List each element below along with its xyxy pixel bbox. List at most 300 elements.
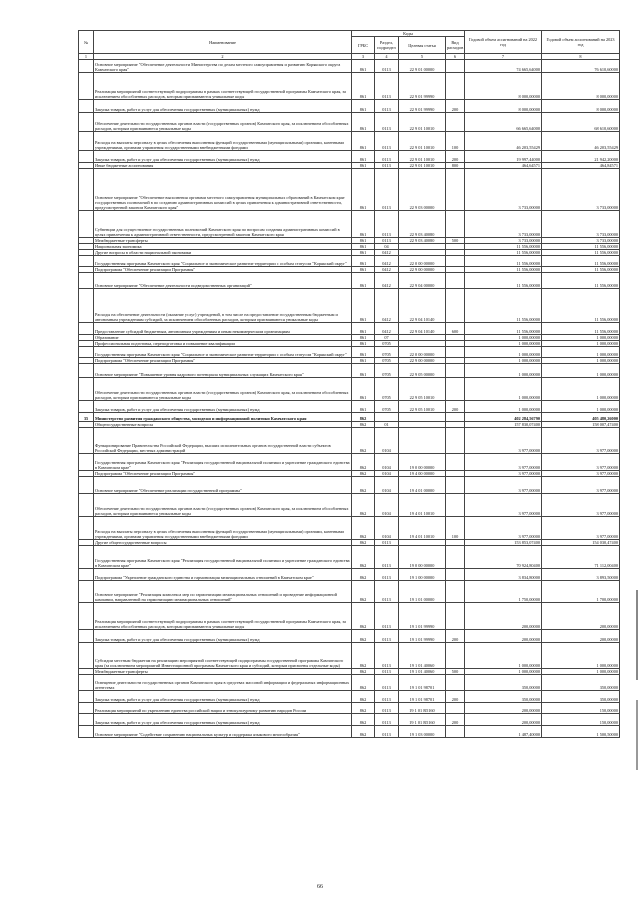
row-amount-2023: 158 007,47400 (542, 422, 620, 428)
row-name: Обеспечение деятельности государственных органов власти (государственных органов) Камчатского края, за исключением обособленных расходов, которым присваиваются уникальные коды (94, 113, 352, 132)
row-grbs: 861 (352, 151, 375, 163)
row-number (79, 151, 94, 163)
row-amount-2023: 3 977,00000 (542, 471, 620, 477)
row-expense-type: 500 (446, 238, 465, 244)
row-number (79, 211, 94, 238)
row-expense-type (446, 546, 465, 569)
row-amount-2022: 1 000,00000 (465, 643, 542, 669)
row-name: Основное мероприятие "Обеспечение выполнения органами местного самоуправления муниципальных образований в Камчатском крае государственных полномочий в по созданию административных комиссий в целях привлечения к административной ответственности, предусмотренной законом Камчатского края" (94, 169, 352, 211)
row-name: Закупка товаров, работ и услуг для обеспечения государственных (муниципальных) нужд (94, 714, 352, 726)
table-row (79, 428, 620, 454)
row-expense-type (446, 494, 465, 517)
row-target: 19 0 00 00000 (399, 454, 446, 471)
col-index: 1 (79, 54, 94, 60)
row-grbs: 862 (352, 643, 375, 669)
row-number (79, 691, 94, 703)
row-amount-2022: 153 853,07400 (465, 540, 542, 546)
row-amount-2022: 464,64571 (465, 163, 542, 169)
row-number (79, 113, 94, 132)
row-grbs: 862 (352, 517, 375, 540)
row-target (399, 413, 446, 422)
row-section: 01 (375, 422, 399, 428)
row-target: 19 1 03 00000 (399, 726, 446, 738)
row-target: 22 9 04 10140 (399, 323, 446, 335)
row-section: 0113 (375, 163, 399, 169)
row-grbs: 862 (352, 603, 375, 630)
row-section: 0113 (375, 691, 399, 703)
row-section: 0113 (375, 100, 399, 113)
row-amount-2022: 11 556,00000 (465, 244, 542, 250)
table-row (79, 454, 620, 471)
row-amount-2022: 11 556,00000 (465, 267, 542, 273)
row-amount-2023: 46 203,55429 (542, 132, 620, 151)
row-grbs: 861 (352, 364, 375, 378)
row-section: 0113 (375, 581, 399, 603)
row-target: 22 9 01 99990 (399, 100, 446, 113)
row-amount-2022: 3 733,00000 (465, 238, 542, 244)
row-grbs: 861 (352, 378, 375, 401)
row-expense-type (446, 113, 465, 132)
row-amount-2023: 1 000,00000 (542, 341, 620, 347)
row-section: 0104 (375, 477, 399, 494)
row-amount-2023: 150,00000 (542, 703, 620, 714)
header-target: Целевая статья (399, 37, 446, 54)
row-grbs: 862 (352, 477, 375, 494)
row-name: Расходы на обеспечение деятельности (оказание услуг) учреждений, в том числе на предоставление государственным бюджетным и автономным учреждениям субсидий, за исключением обособленных расходов, которым присваиваются уникальные коды (94, 289, 352, 323)
row-section: 0113 (375, 630, 399, 643)
row-target: 22 9 03 00000 (399, 169, 446, 211)
row-amount-2023: 11 556,00000 (542, 250, 620, 256)
table-row (79, 630, 620, 643)
row-grbs: 861 (352, 113, 375, 132)
row-amount-2022: 200,00000 (465, 630, 542, 643)
row-name: Функционирование Правительства Российской Федерации, высших исполнительных органов государственной власти субъектов Российской Федерации, местных администраций (94, 428, 352, 454)
table-row (79, 413, 620, 422)
row-amount-2023: 1 000,00000 (542, 347, 620, 358)
row-amount-2023: 68 610,60000 (542, 113, 620, 132)
row-expense-type (446, 413, 465, 422)
table-row (79, 100, 620, 113)
table-row (79, 73, 620, 100)
header-section: Раздел, подраздел (375, 37, 399, 54)
row-amount-2022: 1 000,00000 (465, 669, 542, 675)
row-amount-2023: 1 000,00000 (542, 643, 620, 669)
row-section: 0705 (375, 358, 399, 364)
row-amount-2023: 150,00000 (542, 714, 620, 726)
row-grbs: 861 (352, 341, 375, 347)
row-name: Министерство развития гражданского общества, молодежи и информационной политики Камчатского края (94, 413, 352, 422)
table-row (79, 151, 620, 163)
row-number (79, 569, 94, 581)
row-amount-2022: 1 000,00000 (465, 347, 542, 358)
row-amount-2022: 3 977,00000 (465, 428, 542, 454)
row-target: 22 9 05 10010 (399, 378, 446, 401)
row-amount-2023: 154 030,47400 (542, 540, 620, 546)
row-expense-type (446, 703, 465, 714)
row-expense-type: 200 (446, 401, 465, 413)
row-amount-2023: 3 977,00000 (542, 494, 620, 517)
row-amount-2022: 1 000,00000 (465, 378, 542, 401)
row-amount-2023: 1 500,50000 (542, 726, 620, 738)
col-index: 4 (375, 54, 399, 60)
table-row (79, 273, 620, 289)
row-grbs: 861 (352, 401, 375, 413)
row-number (79, 289, 94, 323)
row-name: Другие вопросы в области национальной экономики (94, 250, 352, 256)
row-amount-2022: 1 000,00000 (465, 401, 542, 413)
row-number (79, 477, 94, 494)
row-amount-2022: 11 556,00000 (465, 250, 542, 256)
row-expense-type (446, 347, 465, 358)
row-amount-2022: 1 750,00000 (465, 581, 542, 603)
row-name: Основное мероприятие "Реализация комплекса мер по гармонизации межнациональных отношений и проведение информационной кампании, направленной на гармонизацию межнациональных отношений" (94, 581, 352, 603)
row-section: 0113 (375, 73, 399, 100)
row-expense-type: 100 (446, 132, 465, 151)
row-target: 22 9 05 00000 (399, 364, 446, 378)
row-name: Основное мероприятие "Повышение уровня кадрового потенциала муниципальных служащих Камчатского края" (94, 364, 352, 378)
row-amount-2023: 3 977,00000 (542, 454, 620, 471)
row-grbs: 862 (352, 691, 375, 703)
row-amount-2023: 1 000,00000 (542, 669, 620, 675)
row-target: 19 1 01 98701 (399, 691, 446, 703)
row-amount-2022: 3 977,00000 (465, 494, 542, 517)
row-target: 19 1 01 R5160 (399, 714, 446, 726)
row-amount-2023: 1 000,00000 (542, 335, 620, 341)
row-amount-2023: 3 733,00000 (542, 169, 620, 211)
row-grbs: 861 (352, 132, 375, 151)
header-grbs: ГРБС (352, 37, 375, 54)
row-amount-2023: 11 556,00000 (542, 273, 620, 289)
row-expense-type (446, 675, 465, 691)
row-name: Государственная программа Камчатского края "Социальное и экономическое развитие территории с особым статусом "Корякский округ" (94, 256, 352, 267)
row-name: Национальная экономика (94, 244, 352, 250)
scan-edge-mark (636, 590, 638, 680)
table-row (79, 211, 620, 238)
row-name: Реализация мероприятий по укреплению единства российской нации и этнокультурному развитию народов России (94, 703, 352, 714)
row-expense-type (446, 477, 465, 494)
row-number (79, 428, 94, 454)
row-section: 04 (375, 244, 399, 250)
row-grbs: 862 (352, 413, 375, 422)
row-amount-2023: 350,00000 (542, 691, 620, 703)
row-amount-2022: 1 000,00000 (465, 358, 542, 364)
row-amount-2022: 350,00000 (465, 691, 542, 703)
row-grbs: 862 (352, 540, 375, 546)
row-expense-type (446, 726, 465, 738)
row-expense-type: 200 (446, 630, 465, 643)
row-name: Закупка товаров, работ и услуг для обеспечения государственных (муниципальных) нужд (94, 691, 352, 703)
col-index: 2 (94, 54, 352, 60)
table-row (79, 132, 620, 151)
row-target: 19 4 01 10010 (399, 494, 446, 517)
row-grbs: 861 (352, 267, 375, 273)
row-number (79, 643, 94, 669)
row-section: 07 (375, 335, 399, 341)
row-grbs: 861 (352, 289, 375, 323)
row-section: 0104 (375, 454, 399, 471)
row-name: Закупка товаров, работ и услуг для обеспечения государственных (муниципальных) нужд (94, 401, 352, 413)
row-target: 22 9 00 00000 (399, 358, 446, 364)
row-name: Межбюджетные трансферты (94, 669, 352, 675)
row-target: 22 9 01 10010 (399, 132, 446, 151)
row-section: 0412 (375, 289, 399, 323)
row-grbs: 861 (352, 211, 375, 238)
row-expense-type (446, 73, 465, 100)
row-amount-2023: 8 000,00000 (542, 100, 620, 113)
row-expense-type: 100 (446, 517, 465, 540)
row-section: 0113 (375, 726, 399, 738)
row-number (79, 401, 94, 413)
header-number: № (79, 31, 94, 54)
row-target: 19 4 01 00000 (399, 477, 446, 494)
row-target: 22 9 01 00000 (399, 60, 446, 73)
col-index: 5 (399, 54, 446, 60)
row-amount-2022: 3 733,00000 (465, 169, 542, 211)
table-row (79, 60, 620, 73)
row-grbs: 862 (352, 546, 375, 569)
row-grbs: 862 (352, 630, 375, 643)
row-number (79, 675, 94, 691)
row-section: 0412 (375, 267, 399, 273)
row-amount-2022: 70 924,80400 (465, 546, 542, 569)
row-number (79, 454, 94, 471)
row-section: 0104 (375, 471, 399, 477)
row-section: 0705 (375, 401, 399, 413)
row-expense-type: 600 (446, 323, 465, 335)
row-grbs: 862 (352, 428, 375, 454)
row-amount-2022: 200,00000 (465, 703, 542, 714)
row-number (79, 494, 94, 517)
row-amount-2023: 3 893,50000 (542, 569, 620, 581)
row-amount-2023: 1 000,00000 (542, 364, 620, 378)
row-name: Государственная программа Камчатского края "Социальное и экономическое развитие территории с особым статусом "Корякский округ" (94, 347, 352, 358)
row-number (79, 603, 94, 630)
row-section: 0113 (375, 546, 399, 569)
scan-edge-mark (636, 700, 638, 770)
row-expense-type: 200 (446, 100, 465, 113)
table-row (79, 364, 620, 378)
row-amount-2022: 1 000,00000 (465, 341, 542, 347)
row-target: 19 4 00 00000 (399, 471, 446, 477)
row-amount-2023: 21 942,20000 (542, 151, 620, 163)
table-row (79, 378, 620, 401)
row-grbs: 861 (352, 256, 375, 267)
row-grbs: 861 (352, 169, 375, 211)
row-expense-type (446, 364, 465, 378)
row-section: 0705 (375, 347, 399, 358)
row-amount-2023: 405 480,26000 (542, 413, 620, 422)
row-grbs: 861 (352, 335, 375, 341)
col-index: 3 (352, 54, 375, 60)
row-name: Образование (94, 335, 352, 341)
row-amount-2023: 71 112,00400 (542, 546, 620, 569)
row-expense-type (446, 211, 465, 238)
row-target: 22 9 04 10140 (399, 289, 446, 323)
row-amount-2023: 11 556,00000 (542, 267, 620, 273)
row-target: 19 1 00 00000 (399, 569, 446, 581)
row-amount-2022: 3 977,00000 (465, 517, 542, 540)
row-target: 22 9 01 10010 (399, 163, 446, 169)
row-grbs: 861 (352, 250, 375, 256)
row-grbs: 862 (352, 726, 375, 738)
row-section: 0113 (375, 113, 399, 132)
header-expense-type: Вид расходов (446, 37, 465, 54)
table-row (79, 256, 620, 267)
row-amount-2023: 11 556,00000 (542, 256, 620, 267)
header-name: Наименование (94, 31, 352, 54)
row-name: Общегосударственные вопросы (94, 422, 352, 428)
row-name: Иные бюджетные ассигнования (94, 163, 352, 169)
row-grbs: 861 (352, 100, 375, 113)
row-section: 0113 (375, 643, 399, 669)
row-section: 0705 (375, 341, 399, 347)
row-section: 0113 (375, 151, 399, 163)
row-grbs: 861 (352, 323, 375, 335)
table-row (79, 603, 620, 630)
header-codes: Коды (352, 31, 465, 37)
row-number (79, 60, 94, 73)
row-section: 0113 (375, 703, 399, 714)
row-grbs: 861 (352, 163, 375, 169)
row-target: 19 1 01 R5160 (399, 703, 446, 714)
table-row (79, 581, 620, 603)
table-row (79, 477, 620, 494)
row-expense-type: 200 (446, 151, 465, 163)
table-row (79, 714, 620, 726)
row-number (79, 714, 94, 726)
row-name: Реализация мероприятий соответствующей подпрограммы в рамках соответствующей государственной программы Камчатского края, за исключением обособленных расходов, которым присваиваются уникальные коды (94, 603, 352, 630)
row-amount-2022: 11 556,00000 (465, 273, 542, 289)
row-amount-2023: 11 556,00000 (542, 323, 620, 335)
row-target: 22 9 05 10010 (399, 401, 446, 413)
row-target: 19 1 01 99990 (399, 630, 446, 643)
row-section: 0113 (375, 60, 399, 73)
row-name: Субсидии местным бюджетам на реализацию мероприятий соответствующей подпрограммы государственной программы Камчатского края (за исключением мероприятий Инвестиционной программы Камчатского края и субсидий, которым присвоены отдельные коды) (94, 643, 352, 669)
row-target: 22 9 04 00000 (399, 273, 446, 289)
row-amount-2022: 157 830,07400 (465, 422, 542, 428)
row-amount-2023: 3 977,00000 (542, 428, 620, 454)
row-number (79, 347, 94, 358)
row-expense-type (446, 581, 465, 603)
row-section: 0113 (375, 669, 399, 675)
row-amount-2022: 11 556,00000 (465, 256, 542, 267)
row-target: 22 0 00 00000 (399, 256, 446, 267)
row-expense-type: 200 (446, 691, 465, 703)
row-amount-2023: 1 000,00000 (542, 401, 620, 413)
row-amount-2022: 3 834,80000 (465, 569, 542, 581)
row-name: Закупка товаров, работ и услуг для обеспечения государственных (муниципальных) нужд (94, 151, 352, 163)
row-grbs: 862 (352, 669, 375, 675)
row-expense-type (446, 273, 465, 289)
header-2023: Годовой объем ассигнований на 2023 год (542, 31, 620, 54)
row-amount-2023: 1 700,00000 (542, 581, 620, 603)
row-name: Профессиональная подготовка, переподготовка и повышение квалификации (94, 341, 352, 347)
row-expense-type (446, 378, 465, 401)
row-section (375, 413, 399, 422)
row-grbs: 862 (352, 675, 375, 691)
row-number (79, 378, 94, 401)
row-section: 0705 (375, 378, 399, 401)
row-grbs: 861 (352, 73, 375, 100)
table-row (79, 691, 620, 703)
row-amount-2022: 350,00000 (465, 675, 542, 691)
header-2022: Годовой объем ассигнований на 2022 год (465, 31, 542, 54)
row-number (79, 726, 94, 738)
row-amount-2022: 11 556,00000 (465, 289, 542, 323)
row-section: 0113 (375, 714, 399, 726)
table-row (79, 569, 620, 581)
row-number (79, 517, 94, 540)
row-amount-2023: 200,00000 (542, 603, 620, 630)
row-amount-2023: 1 000,00000 (542, 378, 620, 401)
budget-table (78, 30, 620, 738)
row-section: 0104 (375, 517, 399, 540)
row-target: 19 1 01 98701 (399, 675, 446, 691)
row-target: 22 0 00 00000 (399, 347, 446, 358)
row-amount-2023: 200,00000 (542, 630, 620, 643)
row-grbs: 862 (352, 494, 375, 517)
row-name: Закупка товаров, работ и услуг для обеспечения государственных (муниципальных) нужд (94, 630, 352, 643)
row-section: 0113 (375, 132, 399, 151)
row-amount-2023: 76 610,60000 (542, 60, 620, 73)
row-grbs: 861 (352, 238, 375, 244)
row-section: 0412 (375, 323, 399, 335)
row-amount-2022: 19 997,44000 (465, 151, 542, 163)
row-grbs: 862 (352, 422, 375, 428)
budget-sheet (78, 30, 619, 738)
row-section: 0113 (375, 603, 399, 630)
row-name: Обеспечение деятельности государственных органов власти (государственных органов) Камчатского края, за исключением обособленных расходов, которым присваиваются уникальные коды (94, 494, 352, 517)
row-section: 0705 (375, 364, 399, 378)
table-row (79, 289, 620, 323)
row-target: 19 0 00 00000 (399, 546, 446, 569)
row-amount-2023: 3 977,00000 (542, 477, 620, 494)
row-target: 19 1 01 00000 (399, 581, 446, 603)
row-amount-2022: 74 665,64000 (465, 60, 542, 73)
row-amount-2022: 3 733,00000 (465, 211, 542, 238)
col-index: 8 (542, 54, 620, 60)
row-amount-2022: 66 665,64000 (465, 113, 542, 132)
row-amount-2022: 8 000,00000 (465, 73, 542, 100)
row-grbs: 861 (352, 273, 375, 289)
row-grbs: 861 (352, 358, 375, 364)
row-number (79, 273, 94, 289)
row-expense-type: 800 (446, 163, 465, 169)
row-amount-2023: 11 556,00000 (542, 244, 620, 250)
row-name: Основное мероприятие "Содействие сохранению национальных культур и поддержка языкового многообразия" (94, 726, 352, 738)
row-target: 22 9 01 10010 (399, 151, 446, 163)
table-row (79, 347, 620, 358)
row-target: 22 9 01 99990 (399, 73, 446, 100)
row-name: Другие общегосударственные вопросы (94, 540, 352, 546)
row-grbs: 861 (352, 244, 375, 250)
row-section: 0104 (375, 494, 399, 517)
row-grbs: 862 (352, 714, 375, 726)
row-expense-type: 200 (446, 714, 465, 726)
row-amount-2022: 8 000,00000 (465, 100, 542, 113)
row-amount-2022: 200,00000 (465, 603, 542, 630)
row-grbs: 862 (352, 581, 375, 603)
row-name: Подпрограмма "Обеспечение реализации Программы" (94, 358, 352, 364)
row-section: 0412 (375, 256, 399, 267)
row-expense-type (446, 643, 465, 669)
row-section: 0113 (375, 169, 399, 211)
row-name: Реализация мероприятий соответствующей подпрограммы в рамках соответствующей государственной программы Камчатского края, за исключением обособленных расходов, которым присваиваются уникальные коды (94, 73, 352, 100)
row-amount-2022: 1 000,00000 (465, 364, 542, 378)
row-section: 0113 (375, 569, 399, 581)
row-name: Расходы на выплаты персоналу в целях обеспечения выполнения функций государственными (муниципальными) органами, казенными учреждениями, органами управления государственными внебюджетными фондами (94, 132, 352, 151)
row-grbs: 862 (352, 703, 375, 714)
